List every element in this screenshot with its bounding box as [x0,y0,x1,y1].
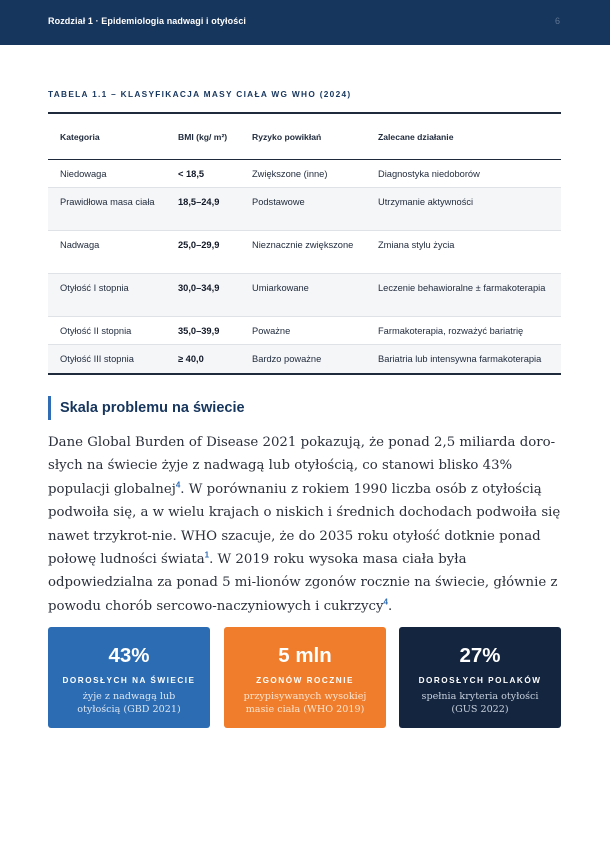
table-cell: Umiarkowane [252,283,309,293]
table-cell: Utrzymanie aktywności [378,197,474,207]
stat-note: przypisywanych wysokiej masie ciała (WHO 2019) [243,691,367,715]
stat-label: DOROSŁYCH NA ŚWIECIE [62,676,196,685]
table-cell: Niedowaga [60,169,107,179]
footnote-ref[interactable]: 4 [383,597,388,607]
stat-value: 27% [459,644,501,667]
table-row [48,231,561,274]
table-row [48,274,561,317]
table-header-row [48,114,561,160]
table-row [48,317,561,345]
table-cell: Leczenie behawioralne ± farmakoterapia [378,283,546,293]
table-cell: 30,0–34,9 [178,283,220,293]
chapter-title: Rozdział 1 · Epidemiologia nadwagi i otyłości [48,16,247,26]
table-cell: Poważne [252,326,291,336]
stat-label: DOROSŁYCH POLAKÓW [418,676,542,685]
stat-card-polish-adults [399,627,561,728]
page-number: 6 [554,16,560,26]
table-cell: Otyłość II stopnia [60,326,132,336]
table-cell: Zwiększone (inne) [252,169,328,179]
table-cell: Podstawowe [252,197,305,207]
table-cell: Bariatria lub intensywna farmakoterapia [378,354,542,364]
column-header: BMI (kg/ m²) [178,131,228,142]
stat-value: 43% [108,644,150,667]
stat-cards [48,627,561,728]
table-cell: Farmakoterapia, rozważyć bariatrię [378,326,524,336]
page-header [0,0,610,45]
table-cell: Bardzo poważne [252,354,322,364]
table-cell: ≥ 40,0 [178,354,204,364]
footnote-ref[interactable]: 4 [175,480,181,490]
table-cell: 25,0–29,9 [178,240,220,250]
paragraph-text: . [387,598,393,614]
stat-value: 5 mln [278,644,332,667]
table-row [48,345,561,373]
paragraph-text: . W 2019 roku wysoka masa ciała była odpowiedzialna za ponad 5 mi-lionów zgonów rocznie na świecie, głównie z powodu chorób sercowo-naczyniowych i cukrzycy [48,552,558,614]
table-cell: Otyłość III stopnia [60,354,134,364]
column-header: Ryzyko powikłań [252,131,322,142]
table-cell: Nieznacznie zwiększone [252,240,354,250]
paragraph-text: Dane Global Burden of Disease 2021 pokazują, że ponad 2,5 miliarda doro-słych na świecie żyje z nadwagą lub otyłością, co stanowi blisko 43% populacji globalnej [48,435,556,497]
table-row [48,188,561,231]
table-row [48,160,561,188]
table-cell: Diagnostyka niedoborów [378,169,480,179]
table-cell: Zmiana stylu życia [378,240,455,250]
stat-note: żyje z nadwagą lub otyłością (GBD 2021) [77,691,181,715]
paragraph-text: . W porównaniu z rokiem 1990 liczba osób z otyłością podwoiła się, a w wielu krajach o niskich i średnich dochodach podwoiła się nawet trzykrot-nie. WHO szacuje, że do 2035 roku otyłość dotknie ponad połowę ludności świata [48,481,561,568]
stat-card-deaths [224,627,386,728]
stat-card-adults-world [48,627,210,728]
bmi-classification-table [48,112,561,375]
footnote-ref[interactable]: 1 [204,550,210,560]
stat-note: spełnia kryteria otyłości (GUS 2022) [421,691,539,715]
table-cell: < 18,5 [178,169,205,179]
table-cell: Nadwaga [60,240,100,250]
table-cell: Prawidłowa masa ciała [60,197,155,207]
table-cell: 18,5–24,9 [178,197,220,207]
table-caption: TABELA 1.1 – KLASYFIKACJA MASY CIAŁA WG WHO (2024) [48,89,352,99]
section-heading: Skala problemu na świecie [48,396,245,420]
stat-label: ZGONÓW ROCZNIE [256,676,354,685]
body-paragraph [48,431,562,618]
table-cell: Otyłość I stopnia [60,283,129,293]
column-header: Zalecane działanie [378,131,454,142]
column-header: Kategoria [60,131,100,142]
table-cell: 35,0–39,9 [178,326,220,336]
